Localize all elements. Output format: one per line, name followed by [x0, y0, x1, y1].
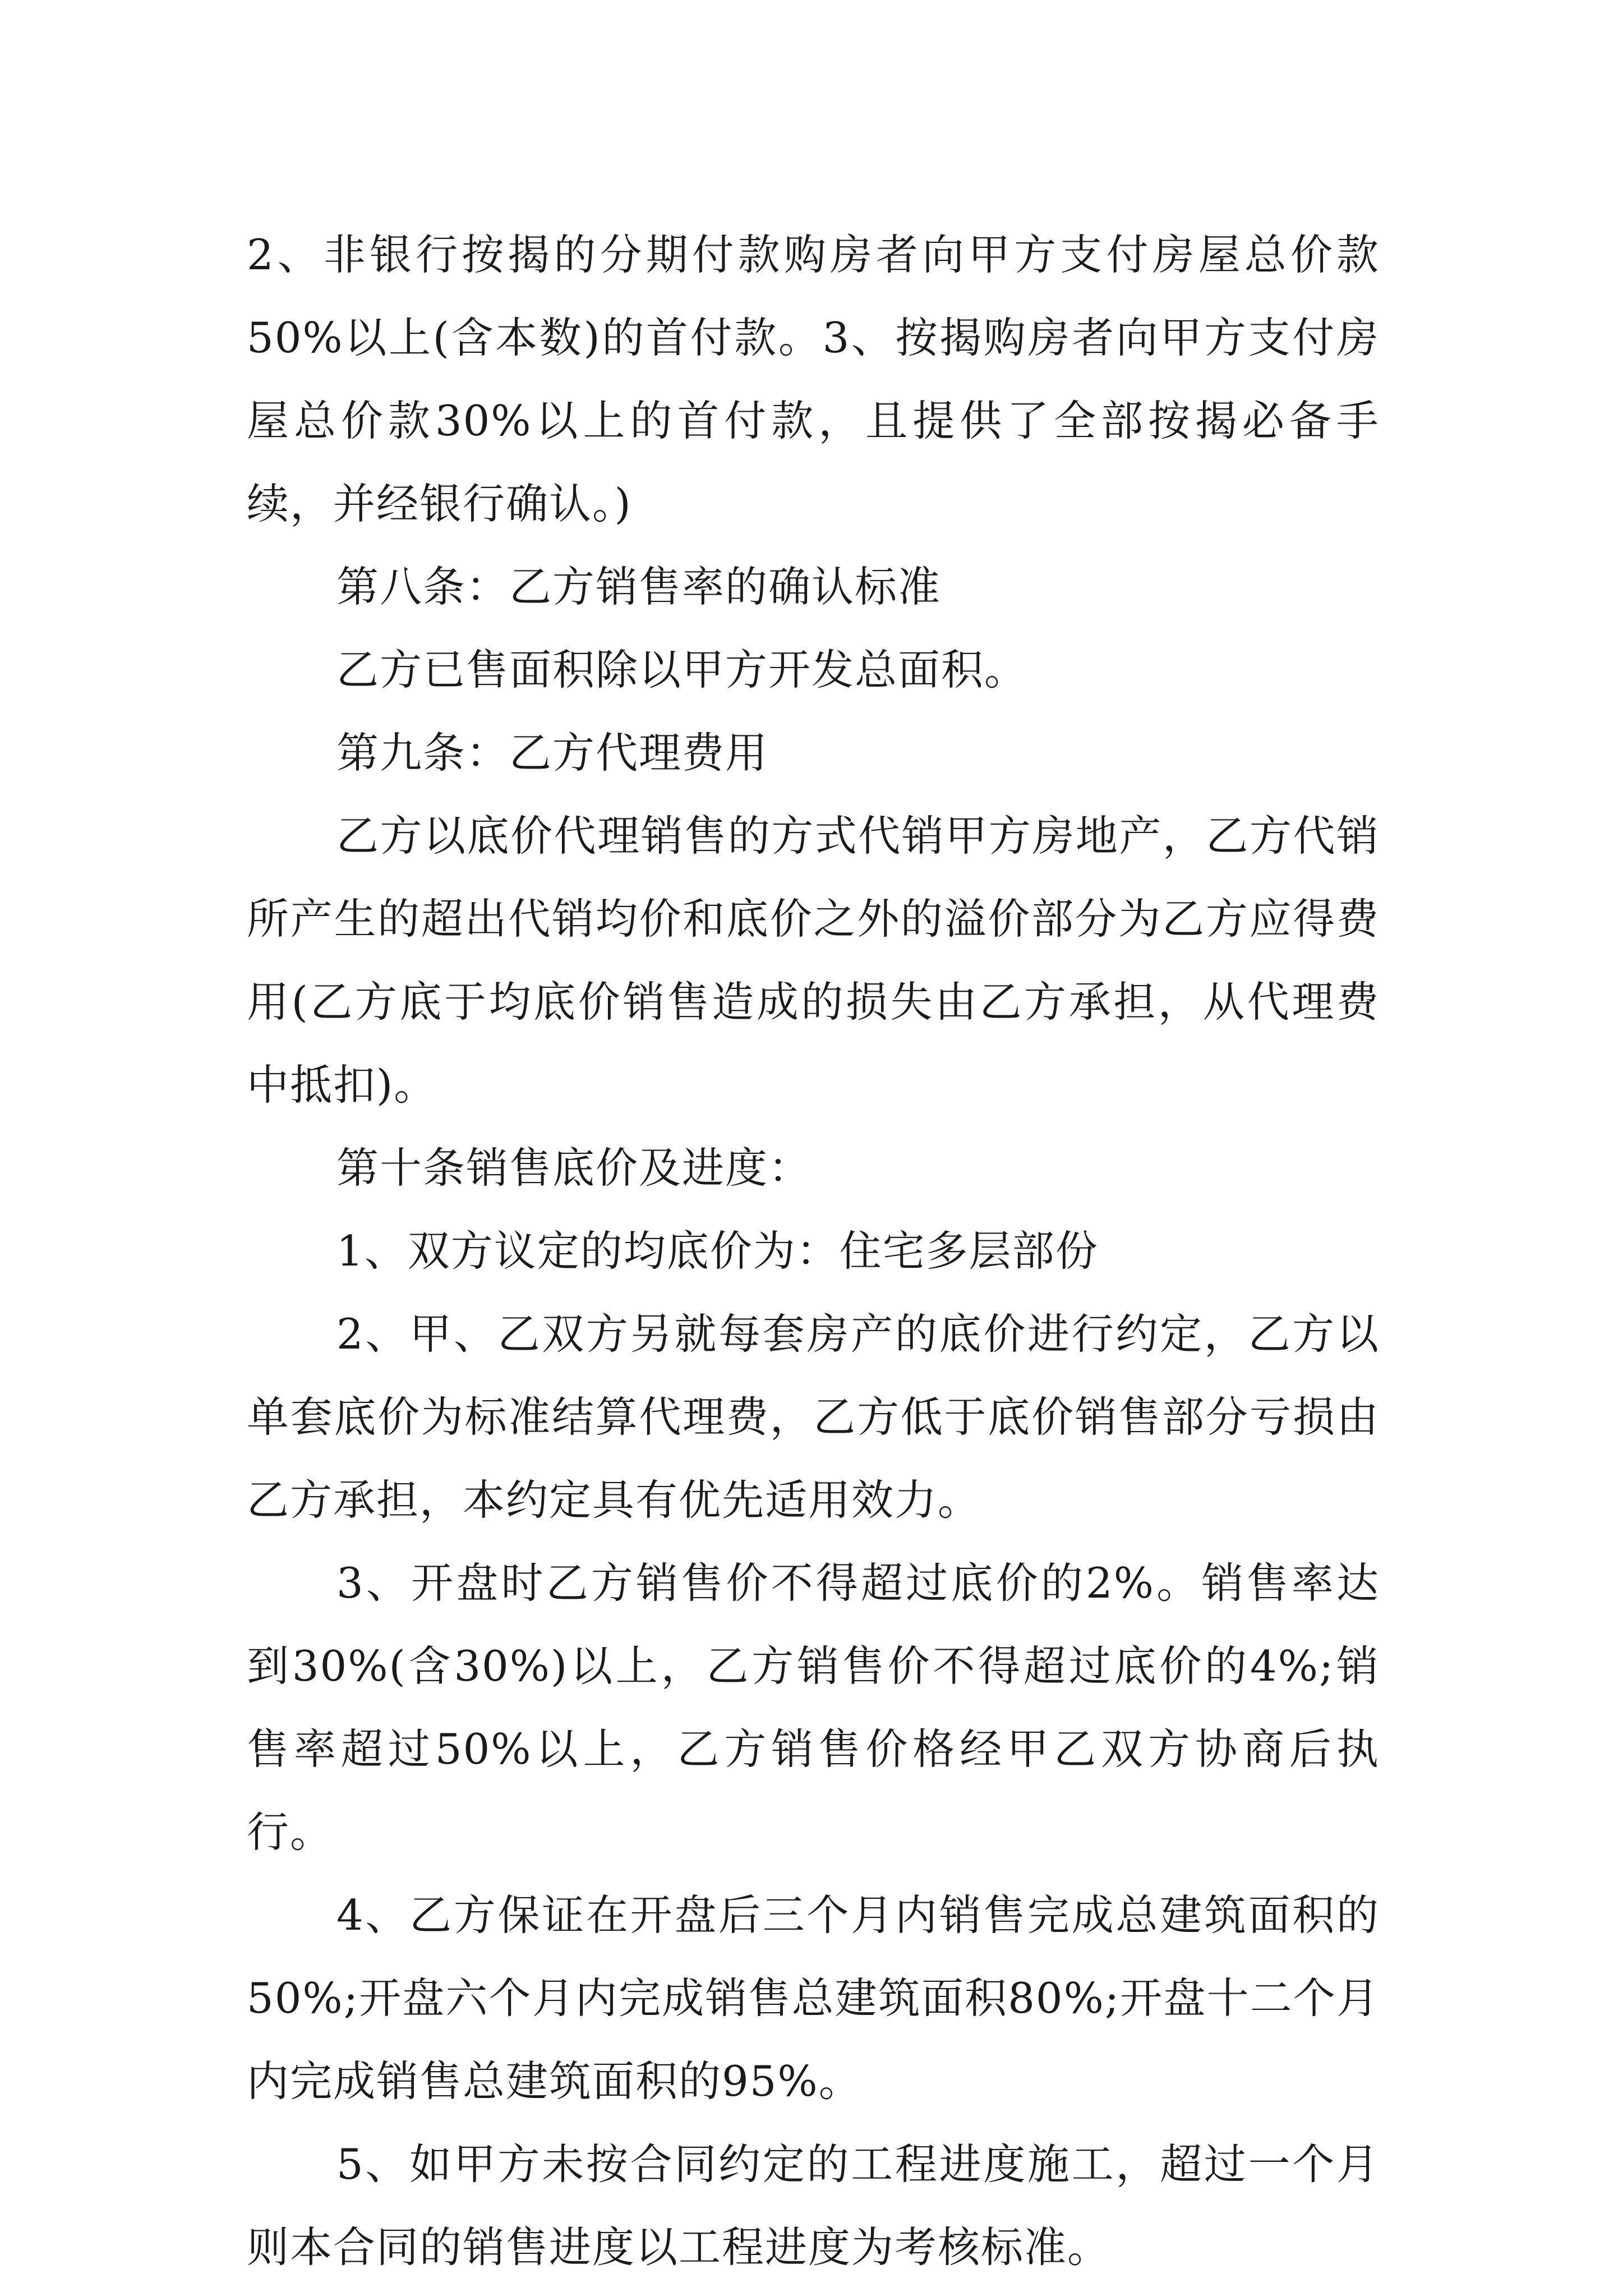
document-body — [247, 213, 1380, 2289]
article-10-item-3: 3、开盘时乙方销售价不得超过底价的2%。销售率达到30%(含30%)以上，乙方销售价不得超过底价的4%;销售率超过50%以上，乙方销售价格经甲乙双方协商后执行。 — [247, 1558, 1380, 1857]
paragraph-payment-terms: 2、非银行按揭的分期付款购房者向甲方支付房屋总价款50%以上(含本数)的首付款。3、按揭购房者向甲方支付房屋总价款30%以上的首付款，且提供了全部按揭必备手续，并经银行确认。) — [247, 230, 1380, 528]
article-10-item-5: 5、如甲方未按合同约定的工程进度施工，超过一个月则本合同的销售进度以工程进度为考核标准。 — [247, 2139, 1380, 2272]
article-10-heading: 第十条销售底价及进度： — [336, 1143, 812, 1193]
article-8-body: 乙方已售面积除以甲方开发总面积。 — [336, 645, 1028, 694]
article-10-item-1: 1、双方议定的均底价为：住宅多层部份 — [336, 1226, 1099, 1276]
article-8-heading: 第八条：乙方销售率的确认标准 — [336, 562, 942, 611]
article-9-heading: 第九条：乙方代理费用 — [336, 728, 769, 777]
article-9-body: 乙方以底价代理销售的方式代销甲方房地产，乙方代销所产生的超出代销均价和底价之外的溢价部分为乙方应得费用(乙方底于均底价销售造成的损失由乙方承担，从代理费中抵扣)。 — [247, 811, 1380, 1110]
article-10-item-2: 2、甲、乙双方另就每套房产的底价进行约定，乙方以单套底价为标准结算代理费，乙方低于底价销售部分亏损由乙方承担，本约定具有优先适用效力。 — [247, 1309, 1380, 1525]
article-10-item-4: 4、乙方保证在开盘后三个月内销售完成总建筑面积的50%;开盘六个月内完成销售总建筑面积80%;开盘十二个月内完成销售总建筑面积的95%。 — [247, 1890, 1380, 2106]
